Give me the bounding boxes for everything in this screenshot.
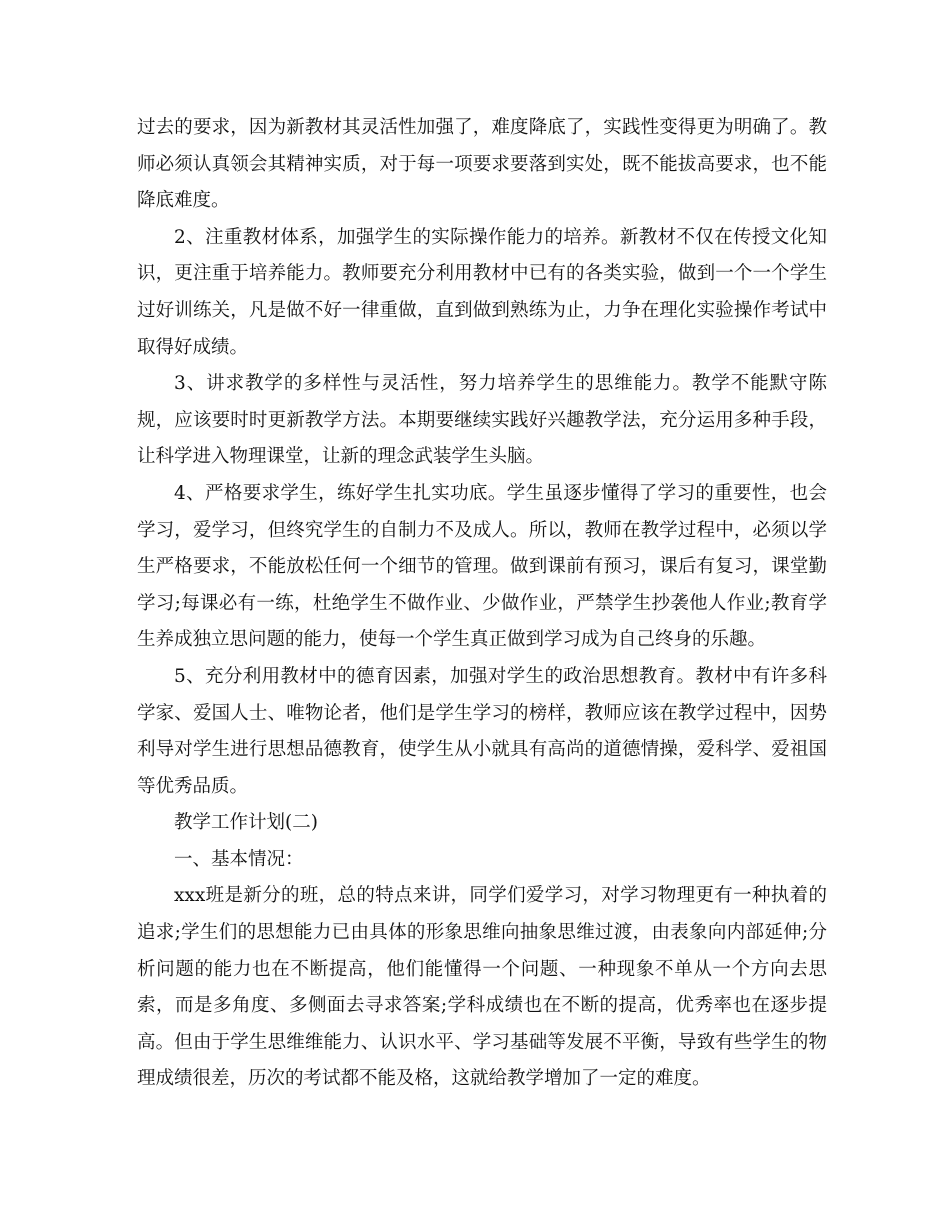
document-body: [137, 110, 827, 1098]
paragraph-item-4: 4、严格要求学生，练好学生扎实功底。学生虽逐步懂得了学习的重要性，也会学习，爱学习，但终究学生的自制力不及成人。所以，教师在教学过程中，必须以学生严格要求，不能放松任何一个细节的管理。做到课前有预习，课后有复习，课堂勤学习;每课必有一练，杜绝学生不做作业、少做作业，严禁学生抄袭他人作业;教育学生养成独立思问题的能力，使每一个学生真正做到学习成为自己终身的乐趣。: [137, 482, 827, 651]
section-title: 教学工作计划(二): [174, 812, 318, 834]
paragraph-item-3: 3、讲求教学的多样性与灵活性，努力培养学生的思维能力。教学不能默守陈规，应该要时时更新教学方法。本期要继续实践好兴趣教学法，充分运用多种手段，让科学进入物理课堂，让新的理念武装学生头脑。: [137, 373, 827, 468]
paragraph-continued: 过去的要求，因为新教材其灵活性加强了，难度降底了，实践性变得更为明确了。教师必须认真领会其精神实质，对于每一项要求要落到实处，既不能拔高要求，也不能降底难度。: [137, 117, 827, 212]
paragraph-basic-situation: xxx班是新分的班，总的特点来讲，同学们爱学习，对学习物理更有一种执着的追求;学生们的思想能力已由具体的形象思维向抽象思维过渡，由表象向内部延伸;分析问题的能力也在不断提高，他们能懂得一个问题、一种现象不单从一个方向去思索，而是多角度、多侧面去寻求答案;学科成绩也在不断的提高，优秀率也在逐步提高。但由于学生思维维能力、认识水平、学习基础等发展不平衡，导致有些学生的物理成绩很差，历次的考试都不能及格，这就给教学增加了一定的难度。: [137, 885, 827, 1090]
paragraph-item-5: 5、充分利用教材中的德育因素，加强对学生的政治思想教育。教材中有许多科学家、爱国人士、唯物论者，他们是学生学习的榜样，教师应该在教学过程中，因势利导对学生进行思想品德教育，使学生从小就具有高尚的道德情操，爱科学、爱祖国等优秀品质。: [137, 665, 827, 797]
subsection-title: 一、基本情况：: [174, 848, 304, 870]
paragraph-item-2: 2、注重教材体系，加强学生的实际操作能力的培养。新教材不仅在传授文化知识，更注重于培养能力。教师要充分利用教材中已有的各类实验，做到一个一个学生过好训练关，凡是做不好一律重做，直到做到熟练为止，力争在理化实验操作考试中取得好成绩。: [137, 226, 827, 358]
